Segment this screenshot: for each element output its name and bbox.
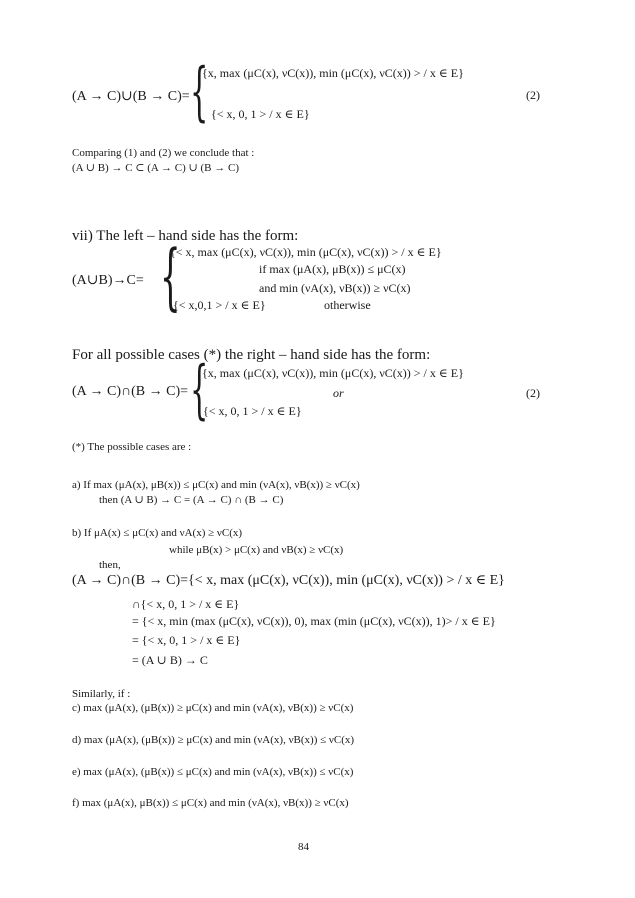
left-brace: { xyxy=(160,234,181,318)
left-brace: { xyxy=(190,353,209,427)
equation-condition-1: if max (μA(x), μB(x)) ≤ μC(x) xyxy=(259,262,406,276)
equation-case-2: {< x, 0, 1 > / x ∈ E} xyxy=(203,404,302,418)
equation-case-2: {< x, 0, 1 > / x ∈ E} xyxy=(211,107,310,121)
case-c: c) max (μA(x), (μB(x)) ≥ μC(x) and min (νA(x), νB(x)) ≥ νC(x) xyxy=(72,702,354,714)
case-d: d) max (μA(x), (μB(x)) ≥ μC(x) and min (νA(x), νB(x)) ≤ νC(x) xyxy=(72,734,355,746)
equation-number: (2) xyxy=(526,386,540,400)
case-b-equation-2: ∩{< x, 0, 1 > / x ∈ E} xyxy=(132,597,240,611)
case-b-equation-3: = {< x, min (max (μC(x), νC(x)), 0), max (min (μC(x), νC(x)), 1)> / x ∈ E} xyxy=(132,614,496,628)
case-b-then: then, xyxy=(99,559,121,571)
equation-lhs-left: (A∪B)→C= xyxy=(72,273,144,288)
case-b-equation-4: = {< x, 0, 1 > / x ∈ E} xyxy=(132,633,241,647)
equation-condition-2: and min (νA(x), νB(x)) ≥ νC(x) xyxy=(259,281,411,295)
equation-number: (2) xyxy=(526,88,540,102)
case-b-line-1: b) If μA(x) ≤ μC(x) and νA(x) ≥ νC(x) xyxy=(72,527,243,539)
paragraph-conclusion: (A ∪ B) → C ⊂ (A → C) ∪ (B → C) xyxy=(72,162,239,174)
equation-case-1: {< x, max (μC(x), νC(x)), min (μC(x), νC(x)) > / x ∈ E} xyxy=(170,245,442,259)
case-b-equation-5: = (A ∪ B) → C xyxy=(132,653,208,667)
paragraph-possible-cases: (*) The possible cases are : xyxy=(72,441,192,453)
equation-case-1: {x, max (μC(x), νC(x)), min (μC(x), νC(x)) > / x ∈ E} xyxy=(202,366,464,380)
section-heading-vii: vii) The left – hand side has the form: xyxy=(72,228,299,244)
equation-lhs-union: (A → C)∪(B → C)= xyxy=(72,89,190,104)
case-e: e) max (μA(x), (μB(x)) ≤ μC(x) and min (νA(x), νB(x)) ≤ νC(x) xyxy=(72,766,354,778)
case-f: f) max (μA(x), μB(x)) ≤ μC(x) and min (νA(x), νB(x)) ≥ νC(x) xyxy=(72,797,349,809)
equation-lhs-intersection: (A → C)∩(B → C)= xyxy=(72,384,189,399)
case-b-equation-1: (A → C)∩(B → C)={< x, max (μC(x), νC(x)), min (μC(x), νC(x)) > / x ∈ E} xyxy=(72,573,505,588)
case-b-line-2: while μB(x) > μC(x) and νB(x) ≥ νC(x) xyxy=(169,544,344,556)
equation-case-1: {x, max (μC(x), νC(x)), min (μC(x), νC(x)) > / x ∈ E} xyxy=(202,66,464,80)
left-brace: { xyxy=(190,55,209,129)
page-number: 84 xyxy=(298,841,309,853)
paragraph-similarly: Similarly, if : xyxy=(72,688,131,700)
equation-otherwise: otherwise xyxy=(324,298,371,312)
paragraph-comparing: Comparing (1) and (2) we conclude that : xyxy=(72,147,255,159)
equation-or: or xyxy=(333,386,344,400)
case-a-line-2: then (A ∪ B) → C = (A → C) ∩ (B → C) xyxy=(99,494,284,506)
case-a-line-1: a) If max (μA(x), μB(x)) ≤ μC(x) and min (νA(x), νB(x)) ≥ νC(x) xyxy=(72,479,360,491)
equation-case-2: {< x,0,1 > / x ∈ E} xyxy=(173,298,266,312)
section-heading-right: For all possible cases (*) the right – hand side has the form: xyxy=(72,347,431,363)
